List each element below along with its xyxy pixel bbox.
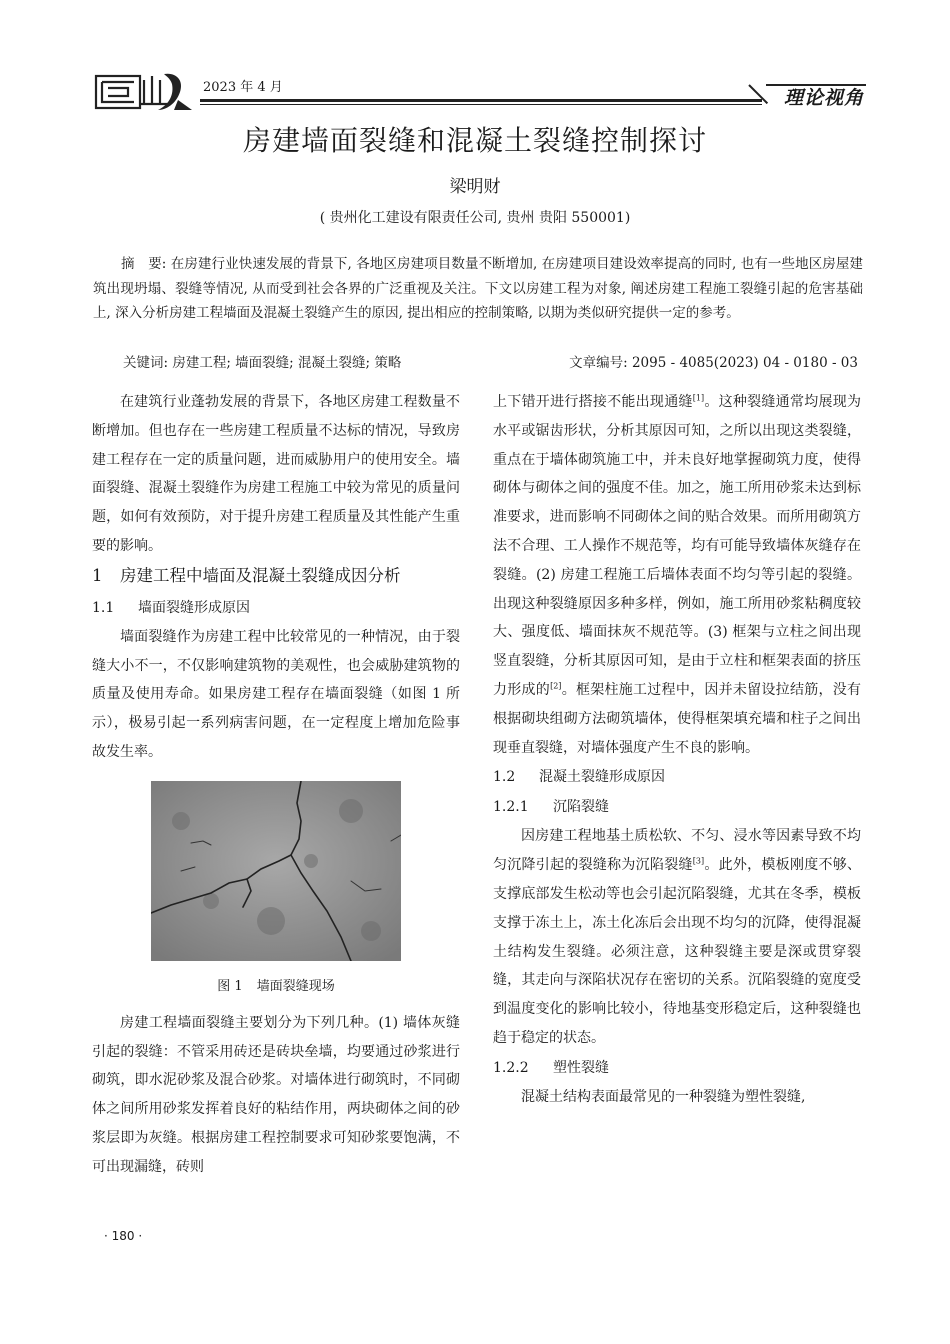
section-1-1-heading [92,593,460,623]
figure-caption-text: 墙面裂缝现场 [256,978,335,994]
paragraph-plastic-cracks: 混凝土结构表面最常见的一种裂缝为塑性裂缝, [521,1088,806,1105]
text-segment: 因房建工程地基土质松软、不匀、浸水等因素导致不均匀沉降引起的裂缝称为沉陷裂缝 [493,828,861,874]
section-1-2-1-heading [493,792,861,822]
section-1-2-2-heading [493,1053,861,1083]
section-1-2-title: 混凝土裂缝形成原因 [539,769,665,786]
citation-ref-1: [1] [692,393,705,403]
section-1-heading [92,561,460,591]
citation-ref-3: [3] [692,856,705,866]
section-1-1-title: 墙面裂缝形成原因 [138,599,250,616]
issue-date: 2023 年 4 月 [203,80,283,95]
section-1-2-1-title: 沉陷裂缝 [553,799,609,816]
crack-photo-image [151,781,401,961]
section-1-number: 1 [92,565,103,585]
section-1-2-2-number: 1.2.2 [493,1059,529,1076]
section-1-2-2-title: 塑性裂缝 [553,1059,609,1076]
intro-paragraph: 在建筑行业蓬勃发展的背景下，各地区房建工程数量不断增加。但也存在一些房建工程质量不达标的情况，导致房建工程存在一定的质量问题，进而威胁用户的使用安全。墙面裂缝、混凝土裂缝作为房建工程施工中较为常见的质量问题，如何有效预防，对于提升房建工程质量及其性能产生重要的影响。 [92,394,460,554]
section-1-2-heading [493,762,861,792]
figure-wall-crack-photo [151,781,401,961]
text-segment: 。框架柱施工过程中，因并未留设拉结筋，没有根据砌块组砌方法砌筑墙体，使得框架填充墙和柱子之间出现垂直裂缝，对墙体强度产生不良的影响。 [493,681,862,756]
header-rule-thick [200,99,762,102]
article-title: 房建墙面裂缝和混凝土裂缝控制探讨 [242,124,707,157]
text-segment: 。这种裂缝通常均展现为水平或锯齿形状，分析其原因可知，之所以出现这类裂缝，重点在于墙体砌筑施工中，并未良好地掌握砌筑力度，使得砌体与砌体之间的强度不佳。加之，施工所用砂浆未达到标准要求，进而影响不同砌体之间的贴合效果。而所用砌筑方法不合理、工人操作不规范等，均有可能导致墙体灰缝存在裂缝。(2) 房建工程施工后墙体表面不均匀等引起的裂缝。出现这种裂缝原因多种多样，例如，施工所用砂浆粘稠度较大、强度低、墙面抹灰不规范等。(3) 框架与立柱之间出现竖直裂缝，分析其原因可知，是由于立柱和框架表面的挤压力形成的 [493,394,862,698]
section-1-2-number: 1.2 [493,769,516,786]
journal-logo [94,70,194,112]
section-1-2-1-number: 1.2.1 [493,799,529,816]
citation-ref-2: [2] [550,681,562,691]
abstract: 摘 要: 在房建行业快速发展的背景下, 各地区房建项目数量不断增加, 在房建项目建设效率提高的同时, 也有一些地区房屋建筑出现坍塌、裂缝等情况, 从而受到社会各界的广泛重视及关注。下文以房建工程为对象, 阐述房建工程施工裂缝引起的危害基础上, 深入分析房建工程墙面及混凝土裂缝产生的原因, 提出相应的控制策略, 以期为类似研究提供一定的参考。 [93,256,863,321]
keywords: 关键词: 房建工程; 墙面裂缝; 混凝土裂缝; 策略 [123,355,402,371]
author-affiliation: ( 贵州化工建设有限责任公司, 贵州 贵阳 550001) [319,210,631,226]
figure-number: 图 1 [217,978,243,994]
header-rule-thin [200,104,762,105]
text-segment: 上下错开进行搭接不能出现通缝 [493,394,693,410]
paragraph-wall-cracks: 墙面裂缝作为房建工程中比较常见的一种情况，由于裂缝大小不一，不仅影响建筑物的美观性，也会威胁建筑物的质量及使用寿命。如果房建工程存在墙面裂缝（如图 1 所示），极易引起一系列病害问题，在一定程度上增加危险事故发生率。 [92,628,460,760]
paragraph-crack-continued [493,388,861,762]
paragraph-crack-types: 房建工程墙面裂缝主要划分为下列几种。(1) 墙体灰缝引起的裂缝：不管采用砖还是砖块垒墙，均要通过砂浆进行砌筑，即水泥砂浆及混合砂浆。对墙体进行砌筑时，不同砌体之间所用砂浆发挥着良好的粘结作用，两块砌体之间的砂浆层即为灰缝。根据房建工程控制要求可知砂浆要饱满，不可出现漏缝，砖则 [92,1014,460,1175]
article-author: 梁明财 [449,177,501,197]
paragraph-settlement-cracks [493,822,861,1052]
article-number: 文章编号: 2095 - 4085(2023) 04 - 0180 - 03 [569,355,858,371]
text-segment: 。此外，模板刚度不够、支撑底部发生松动等也会引起沉陷裂缝，尤其在冬季，模板支撑于冻土上，冻土化冻后会出现不均匀的沉降，使得混凝土结构发生裂缝。必须注意，这种裂缝主要是深或贯穿裂缝，其走向与深陷状况存在密切的关系。沉陷裂缝的宽度受到温度变化的影响比较小，待地基变形稳定后，这种裂缝也趋于稳定的状态。 [493,857,862,1046]
section-label: 理论视角 [783,87,864,109]
figure-caption [92,977,460,997]
section-1-1-number: 1.1 [92,599,115,616]
page-number: · 180 · [104,1229,143,1243]
right-column [493,388,861,1112]
left-column [92,388,460,1182]
section-1-title: 房建工程中墙面及混凝土裂缝成因分析 [120,565,401,585]
